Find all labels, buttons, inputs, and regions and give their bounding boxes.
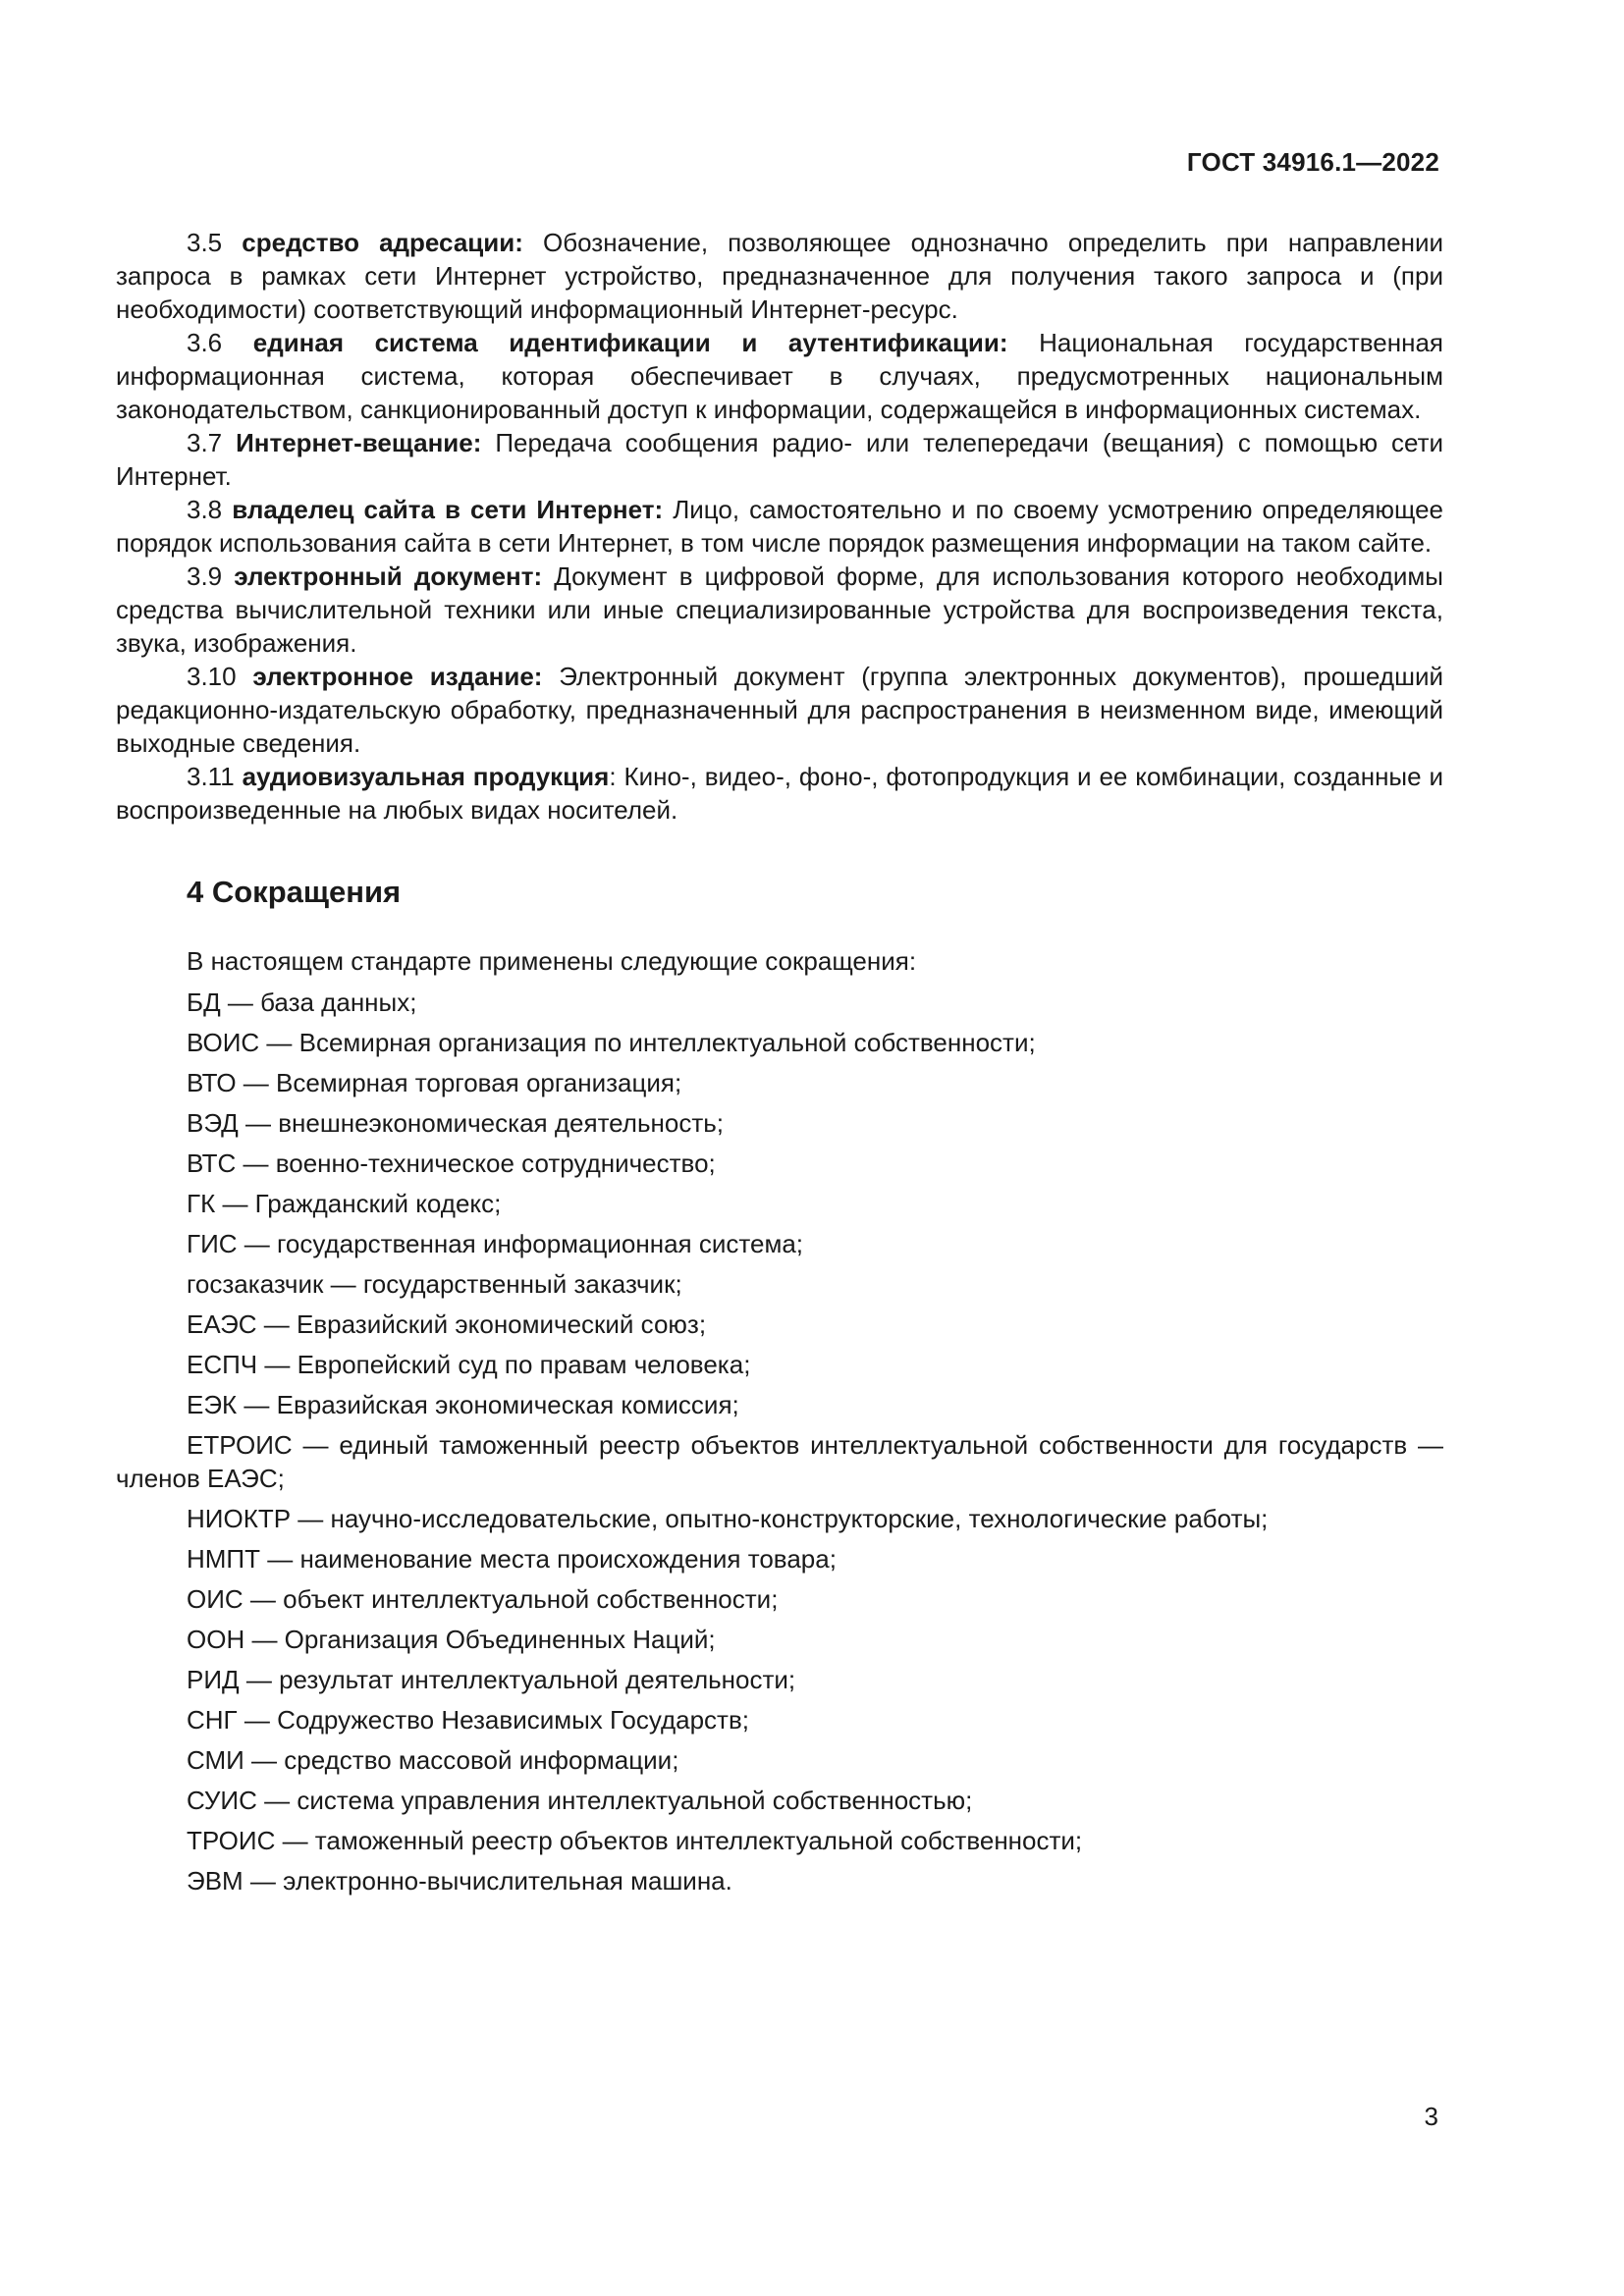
abbreviations-list	[116, 986, 1443, 1897]
abbreviation-item: ВЭД — внешнеэкономическая деятельность;	[187, 1108, 724, 1138]
section-title: 4 Сокращения	[187, 875, 402, 909]
term-number: 3.6	[187, 328, 223, 357]
term-definition: : Кино-, видео-, фоно-, фотопродукция и ее комбинации, созданные и воспроизведенные на любых видах носителей.	[116, 762, 1443, 825]
term-number: 3.9	[187, 561, 223, 591]
term-definition: Передача сообщения радио- или телепередачи (вещания) с помощью сети Интернет.	[116, 428, 1444, 491]
section-intro: В настоящем стандарте применены следующие сокращения:	[187, 946, 917, 976]
abbreviation-item: ЕЭК — Евразийская экономическая комиссия;	[187, 1390, 739, 1419]
term-name: электронное издание:	[252, 662, 543, 691]
abbreviation-item: ЭВМ — электронно-вычислительная машина.	[187, 1866, 732, 1896]
term-number: 3.10	[187, 662, 237, 691]
term-number: 3.7	[187, 428, 223, 457]
abbreviation-item: ЕСПЧ — Европейский суд по правам человека;	[187, 1350, 751, 1379]
term-definition: Электронный документ (группа электронных документов), прошедший редакционно-издательскую обработку, предназначенный для распространения в неизменном виде, имеющий выходные сведения.	[116, 662, 1443, 758]
abbreviation-item: ЕАЭС — Евразийский экономический союз;	[187, 1309, 707, 1339]
term-name: аудиовизуальная продукция	[242, 762, 610, 791]
abbreviation-item: ОИС — объект интеллектуальной собственности;	[187, 1584, 779, 1614]
term-definition: Документ в цифровой форме, для использования которого необходимы средства вычислительной техники или иные специализированные устройства для воспроизведения текста, звука, изображения.	[116, 561, 1443, 658]
abbreviation-item: ВОИС — Всемирная организация по интеллектуальной собственности;	[187, 1028, 1036, 1057]
abbreviation-item: СНГ — Содружество Независимых Государств;	[187, 1705, 750, 1735]
abbreviation-item: ГИС — государственная информационная система;	[187, 1229, 803, 1258]
term-name: владелец сайта в сети Интернет:	[232, 495, 664, 524]
term-entry	[116, 426, 1443, 493]
term-number: 3.8	[187, 495, 223, 524]
term-entry	[116, 660, 1443, 760]
term-entry	[116, 326, 1443, 426]
page-number: 3	[1424, 2102, 1438, 2131]
abbreviation-item: ГК — Гражданский кодекс;	[187, 1189, 502, 1218]
abbreviation-item: ЕТРОИС — единый таможенный реестр объектов интеллектуальной собственности для государств — членов ЕАЭС;	[116, 1430, 1443, 1493]
abbreviation-item: РИД — результат интеллектуальной деятельности;	[187, 1665, 796, 1694]
term-name: электронный документ:	[234, 561, 543, 591]
abbreviation-item: СУИС — система управления интеллектуальной собственностью;	[187, 1786, 973, 1815]
abbreviation-item: ТРОИС — таможенный реестр объектов интеллектуальной собственности;	[187, 1826, 1083, 1855]
abbreviation-item: НМПТ — наименование места происхождения товара;	[187, 1544, 837, 1574]
term-entry	[116, 760, 1443, 827]
term-number: 3.11	[187, 762, 235, 791]
term-name: Интернет-вещание:	[236, 428, 482, 457]
abbreviation-item: НИОКТР — научно-исследовательские, опытно-конструкторские, технологические работы;	[187, 1504, 1269, 1533]
document-code: ГОСТ 34916.1—2022	[1186, 147, 1439, 177]
page-content	[116, 226, 1443, 1904]
term-name: единая система идентификации и аутентификации:	[252, 328, 1008, 357]
term-entry	[116, 493, 1443, 560]
term-definition: Обозначение, позволяющее однозначно определить при направлении запроса в рамках сети Интернет устройство, предназначенное для получения такого запроса и (при необходимости) соответствующий информационный Интернет-ресурс.	[116, 228, 1443, 324]
abbreviation-item: госзаказчик — государственный заказчик;	[187, 1269, 682, 1299]
terms-list	[116, 226, 1443, 827]
term-name: средство адресации:	[242, 228, 523, 257]
abbreviation-item: ООН — Организация Объединенных Наций;	[187, 1625, 716, 1654]
term-entry	[116, 560, 1443, 660]
abbreviation-item: ВТС — военно-техническое сотрудничество;	[187, 1148, 716, 1178]
abbreviation-item: ВТО — Всемирная торговая организация;	[187, 1068, 682, 1097]
term-definition: Национальная государственная информационная система, которая обеспечивает в случаях, предусмотренных национальным законодательством, санкционированный доступ к информации, содержащейся в информационных системах.	[116, 328, 1443, 424]
term-entry	[116, 226, 1443, 326]
abbreviation-item: СМИ — средство массовой информации;	[187, 1745, 679, 1775]
term-number: 3.5	[187, 228, 223, 257]
term-definition: Лицо, самостоятельно и по своему усмотрению определяющее порядок использования сайта в сети Интернет, в том числе порядок размещения информации на таком сайте.	[116, 495, 1443, 558]
abbreviation-item: БД — база данных;	[187, 988, 417, 1017]
